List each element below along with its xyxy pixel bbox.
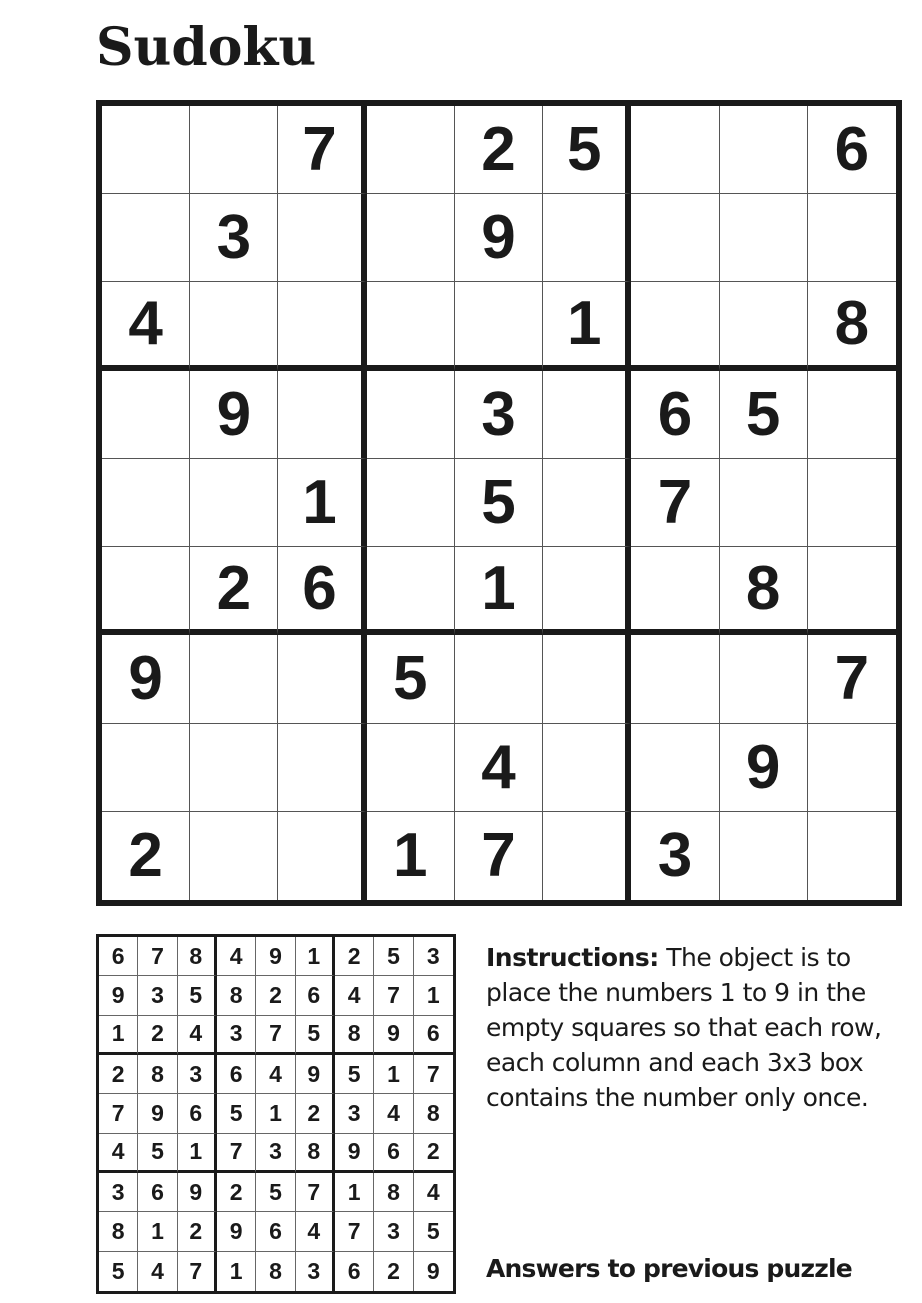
answer-cell: 6: [217, 1055, 256, 1094]
answer-cell: 9: [138, 1094, 177, 1133]
puzzle-cell[interactable]: [367, 724, 455, 812]
puzzle-cell[interactable]: 5: [367, 635, 455, 723]
answer-cell: 2: [178, 1212, 217, 1251]
answer-cell: 3: [138, 976, 177, 1015]
puzzle-cell[interactable]: [367, 371, 455, 459]
puzzle-cell[interactable]: 5: [543, 106, 631, 194]
puzzle-cell[interactable]: [367, 106, 455, 194]
answer-cell: 4: [178, 1016, 217, 1055]
puzzle-cell[interactable]: 1: [543, 282, 631, 370]
puzzle-cell[interactable]: [543, 635, 631, 723]
puzzle-cell[interactable]: [367, 547, 455, 635]
answer-cell: 5: [217, 1094, 256, 1133]
answer-cell: 4: [335, 976, 374, 1015]
answer-cell: 9: [178, 1173, 217, 1212]
answer-cell: 1: [256, 1094, 295, 1133]
puzzle-cell[interactable]: [190, 635, 278, 723]
puzzle-cell[interactable]: 9: [455, 194, 543, 282]
puzzle-cell[interactable]: 9: [102, 635, 190, 723]
puzzle-cell[interactable]: 1: [455, 547, 543, 635]
answer-cell: 7: [178, 1252, 217, 1291]
puzzle-cell[interactable]: 2: [190, 547, 278, 635]
puzzle-cell[interactable]: 2: [455, 106, 543, 194]
puzzle-cell[interactable]: 8: [720, 547, 808, 635]
puzzle-cell[interactable]: [808, 194, 896, 282]
answer-cell: 8: [138, 1055, 177, 1094]
puzzle-cell[interactable]: [808, 371, 896, 459]
answer-cell: 4: [414, 1173, 453, 1212]
puzzle-cell[interactable]: 3: [455, 371, 543, 459]
answer-cell: 6: [138, 1173, 177, 1212]
puzzle-cell[interactable]: [278, 282, 366, 370]
answer-cell: 9: [256, 937, 295, 976]
answer-cell: 5: [296, 1016, 335, 1055]
puzzle-cell[interactable]: [631, 724, 719, 812]
puzzle-cell[interactable]: 5: [720, 371, 808, 459]
answer-cell: 3: [296, 1252, 335, 1291]
answer-cell: 6: [374, 1134, 413, 1173]
puzzle-cell[interactable]: [720, 635, 808, 723]
answer-cell: 5: [414, 1212, 453, 1251]
puzzle-cell[interactable]: 1: [367, 812, 455, 900]
puzzle-cell[interactable]: [720, 282, 808, 370]
answer-cell: 6: [256, 1212, 295, 1251]
answer-cell: 8: [217, 976, 256, 1015]
puzzle-cell[interactable]: [543, 812, 631, 900]
puzzle-cell[interactable]: [455, 635, 543, 723]
answer-cell: 5: [374, 937, 413, 976]
answer-cell: 3: [99, 1173, 138, 1212]
answer-cell: 2: [138, 1016, 177, 1055]
answer-cell: 6: [335, 1252, 374, 1291]
answer-cell: 4: [256, 1055, 295, 1094]
puzzle-cell[interactable]: [543, 371, 631, 459]
puzzle-cell[interactable]: [102, 547, 190, 635]
answer-cell: 8: [414, 1094, 453, 1133]
answer-cell: 7: [99, 1094, 138, 1133]
puzzle-cell[interactable]: [543, 724, 631, 812]
answer-cell: 4: [296, 1212, 335, 1251]
puzzle-cell[interactable]: 7: [808, 635, 896, 723]
puzzle-cell[interactable]: 7: [631, 459, 719, 547]
answer-cell: 2: [256, 976, 295, 1015]
answers-caption: Answers to previous puzzle: [486, 1254, 852, 1283]
puzzle-cell[interactable]: 7: [455, 812, 543, 900]
puzzle-cell[interactable]: [631, 106, 719, 194]
answer-cell: 3: [414, 937, 453, 976]
answer-cell: 1: [374, 1055, 413, 1094]
answer-cell: 4: [217, 937, 256, 976]
answer-cell: 8: [296, 1134, 335, 1173]
answer-cell: 3: [335, 1094, 374, 1133]
answer-cell: 8: [374, 1173, 413, 1212]
answer-cell: 2: [414, 1134, 453, 1173]
answer-cell: 3: [374, 1212, 413, 1251]
puzzle-cell[interactable]: [808, 547, 896, 635]
answer-cell: 8: [178, 937, 217, 976]
answer-cell: 8: [256, 1252, 295, 1291]
puzzle-cell[interactable]: [190, 106, 278, 194]
answer-cell: 7: [138, 937, 177, 976]
puzzle-cell[interactable]: [367, 459, 455, 547]
answer-cell: 3: [256, 1134, 295, 1173]
answer-cell: 5: [138, 1134, 177, 1173]
answer-cell: 5: [178, 976, 217, 1015]
puzzle-cell[interactable]: [278, 371, 366, 459]
answer-cell: 1: [217, 1252, 256, 1291]
answer-grid: [96, 934, 456, 1294]
answer-cell: 7: [296, 1173, 335, 1212]
puzzle-cell[interactable]: 6: [631, 371, 719, 459]
puzzle-cell[interactable]: [455, 282, 543, 370]
answer-cell: 3: [178, 1055, 217, 1094]
answer-cell: 6: [296, 976, 335, 1015]
answer-cell: 6: [414, 1016, 453, 1055]
answer-cell: 9: [217, 1212, 256, 1251]
puzzle-cell[interactable]: [102, 106, 190, 194]
puzzle-cell[interactable]: [543, 194, 631, 282]
answer-cell: 9: [426, 1257, 440, 1284]
puzzle-cell[interactable]: 4: [455, 724, 543, 812]
puzzle-cell[interactable]: 4: [102, 282, 190, 370]
answer-cell: 1: [335, 1173, 374, 1212]
answer-cell: 2: [296, 1094, 335, 1133]
answer-cell: 6: [99, 937, 138, 976]
answer-cell: 1: [414, 976, 453, 1015]
puzzle-cell[interactable]: [190, 812, 278, 900]
answer-cell: 2: [217, 1173, 256, 1212]
answer-cell: 7: [335, 1212, 374, 1251]
puzzle-cell[interactable]: [278, 724, 366, 812]
answer-cell: 9: [374, 1016, 413, 1055]
puzzle-cell[interactable]: [808, 812, 896, 900]
puzzle-cell[interactable]: [367, 282, 455, 370]
puzzle-cell[interactable]: 6: [278, 547, 366, 635]
answer-cell: 6: [178, 1094, 217, 1133]
puzzle-cell[interactable]: [720, 812, 808, 900]
answer-cell: 1: [296, 937, 335, 976]
answer-cell: 7: [256, 1016, 295, 1055]
answer-cell: 4: [99, 1134, 138, 1173]
puzzle-cell[interactable]: 2: [102, 812, 190, 900]
puzzle-cell[interactable]: 7: [278, 106, 366, 194]
answer-cell: 9: [335, 1134, 374, 1173]
puzzle-cell[interactable]: 5: [455, 459, 543, 547]
puzzle-cell[interactable]: [278, 812, 366, 900]
puzzle-cell[interactable]: 1: [278, 459, 366, 547]
answer-cell: 7: [217, 1134, 256, 1173]
puzzle-cell[interactable]: 6: [808, 106, 896, 194]
answer-cell: 1: [99, 1016, 138, 1055]
answer-cell: 4: [138, 1252, 177, 1291]
answer-cell: 9: [99, 976, 138, 1015]
puzzle-cell[interactable]: 3: [631, 812, 719, 900]
puzzle-cell[interactable]: [631, 194, 719, 282]
puzzle-cell[interactable]: [190, 459, 278, 547]
puzzle-cell[interactable]: [631, 547, 719, 635]
puzzle-cell[interactable]: [367, 194, 455, 282]
answer-cell: 1: [178, 1134, 217, 1173]
puzzle-cell[interactable]: [720, 106, 808, 194]
answer-cell: 5: [335, 1055, 374, 1094]
answer-cell: 8: [335, 1016, 374, 1055]
sudoku-grid: [96, 100, 902, 906]
puzzle-cell[interactable]: 3: [190, 194, 278, 282]
puzzle-cell[interactable]: [808, 724, 896, 812]
answer-cell: 9: [296, 1055, 335, 1094]
puzzle-cell[interactable]: 9: [190, 371, 278, 459]
instructions-lead: Instructions:: [486, 943, 659, 972]
answer-cell: 4: [374, 1094, 413, 1133]
puzzle-cell[interactable]: [190, 282, 278, 370]
instructions-body: The object is to place the numbers 1 to 9 in the empty squares so that each row, each column and each 3x3 box contains the number only once.: [486, 943, 882, 1112]
puzzle-cell[interactable]: [808, 459, 896, 547]
puzzle-cell[interactable]: [102, 724, 190, 812]
answer-cell: 7: [414, 1055, 453, 1094]
answer-cell: 8: [99, 1212, 138, 1251]
answer-cell: 2: [335, 937, 374, 976]
instructions-text: [486, 940, 906, 1115]
answer-cell: 5: [99, 1252, 138, 1291]
puzzle-cell[interactable]: 8: [808, 282, 896, 370]
puzzle-cell[interactable]: [278, 635, 366, 723]
answer-cell: 5: [256, 1173, 295, 1212]
puzzle-title: Sudoku: [96, 17, 317, 78]
puzzle-cell[interactable]: [278, 194, 366, 282]
puzzle-cell[interactable]: [631, 635, 719, 723]
puzzle-cell[interactable]: [102, 194, 190, 282]
puzzle-cell[interactable]: [720, 459, 808, 547]
puzzle-cell[interactable]: [543, 547, 631, 635]
answer-cell: 3: [217, 1016, 256, 1055]
answer-cell: 2: [374, 1252, 413, 1291]
puzzle-cell[interactable]: [190, 724, 278, 812]
answer-cell: 2: [99, 1055, 138, 1094]
answer-cell: 1: [138, 1212, 177, 1251]
answer-cell: 7: [374, 976, 413, 1015]
puzzle-cell[interactable]: [102, 371, 190, 459]
puzzle-cell[interactable]: [102, 459, 190, 547]
puzzle-cell[interactable]: [720, 194, 808, 282]
puzzle-cell[interactable]: 9: [720, 724, 808, 812]
puzzle-cell[interactable]: [631, 282, 719, 370]
puzzle-cell[interactable]: [543, 459, 631, 547]
